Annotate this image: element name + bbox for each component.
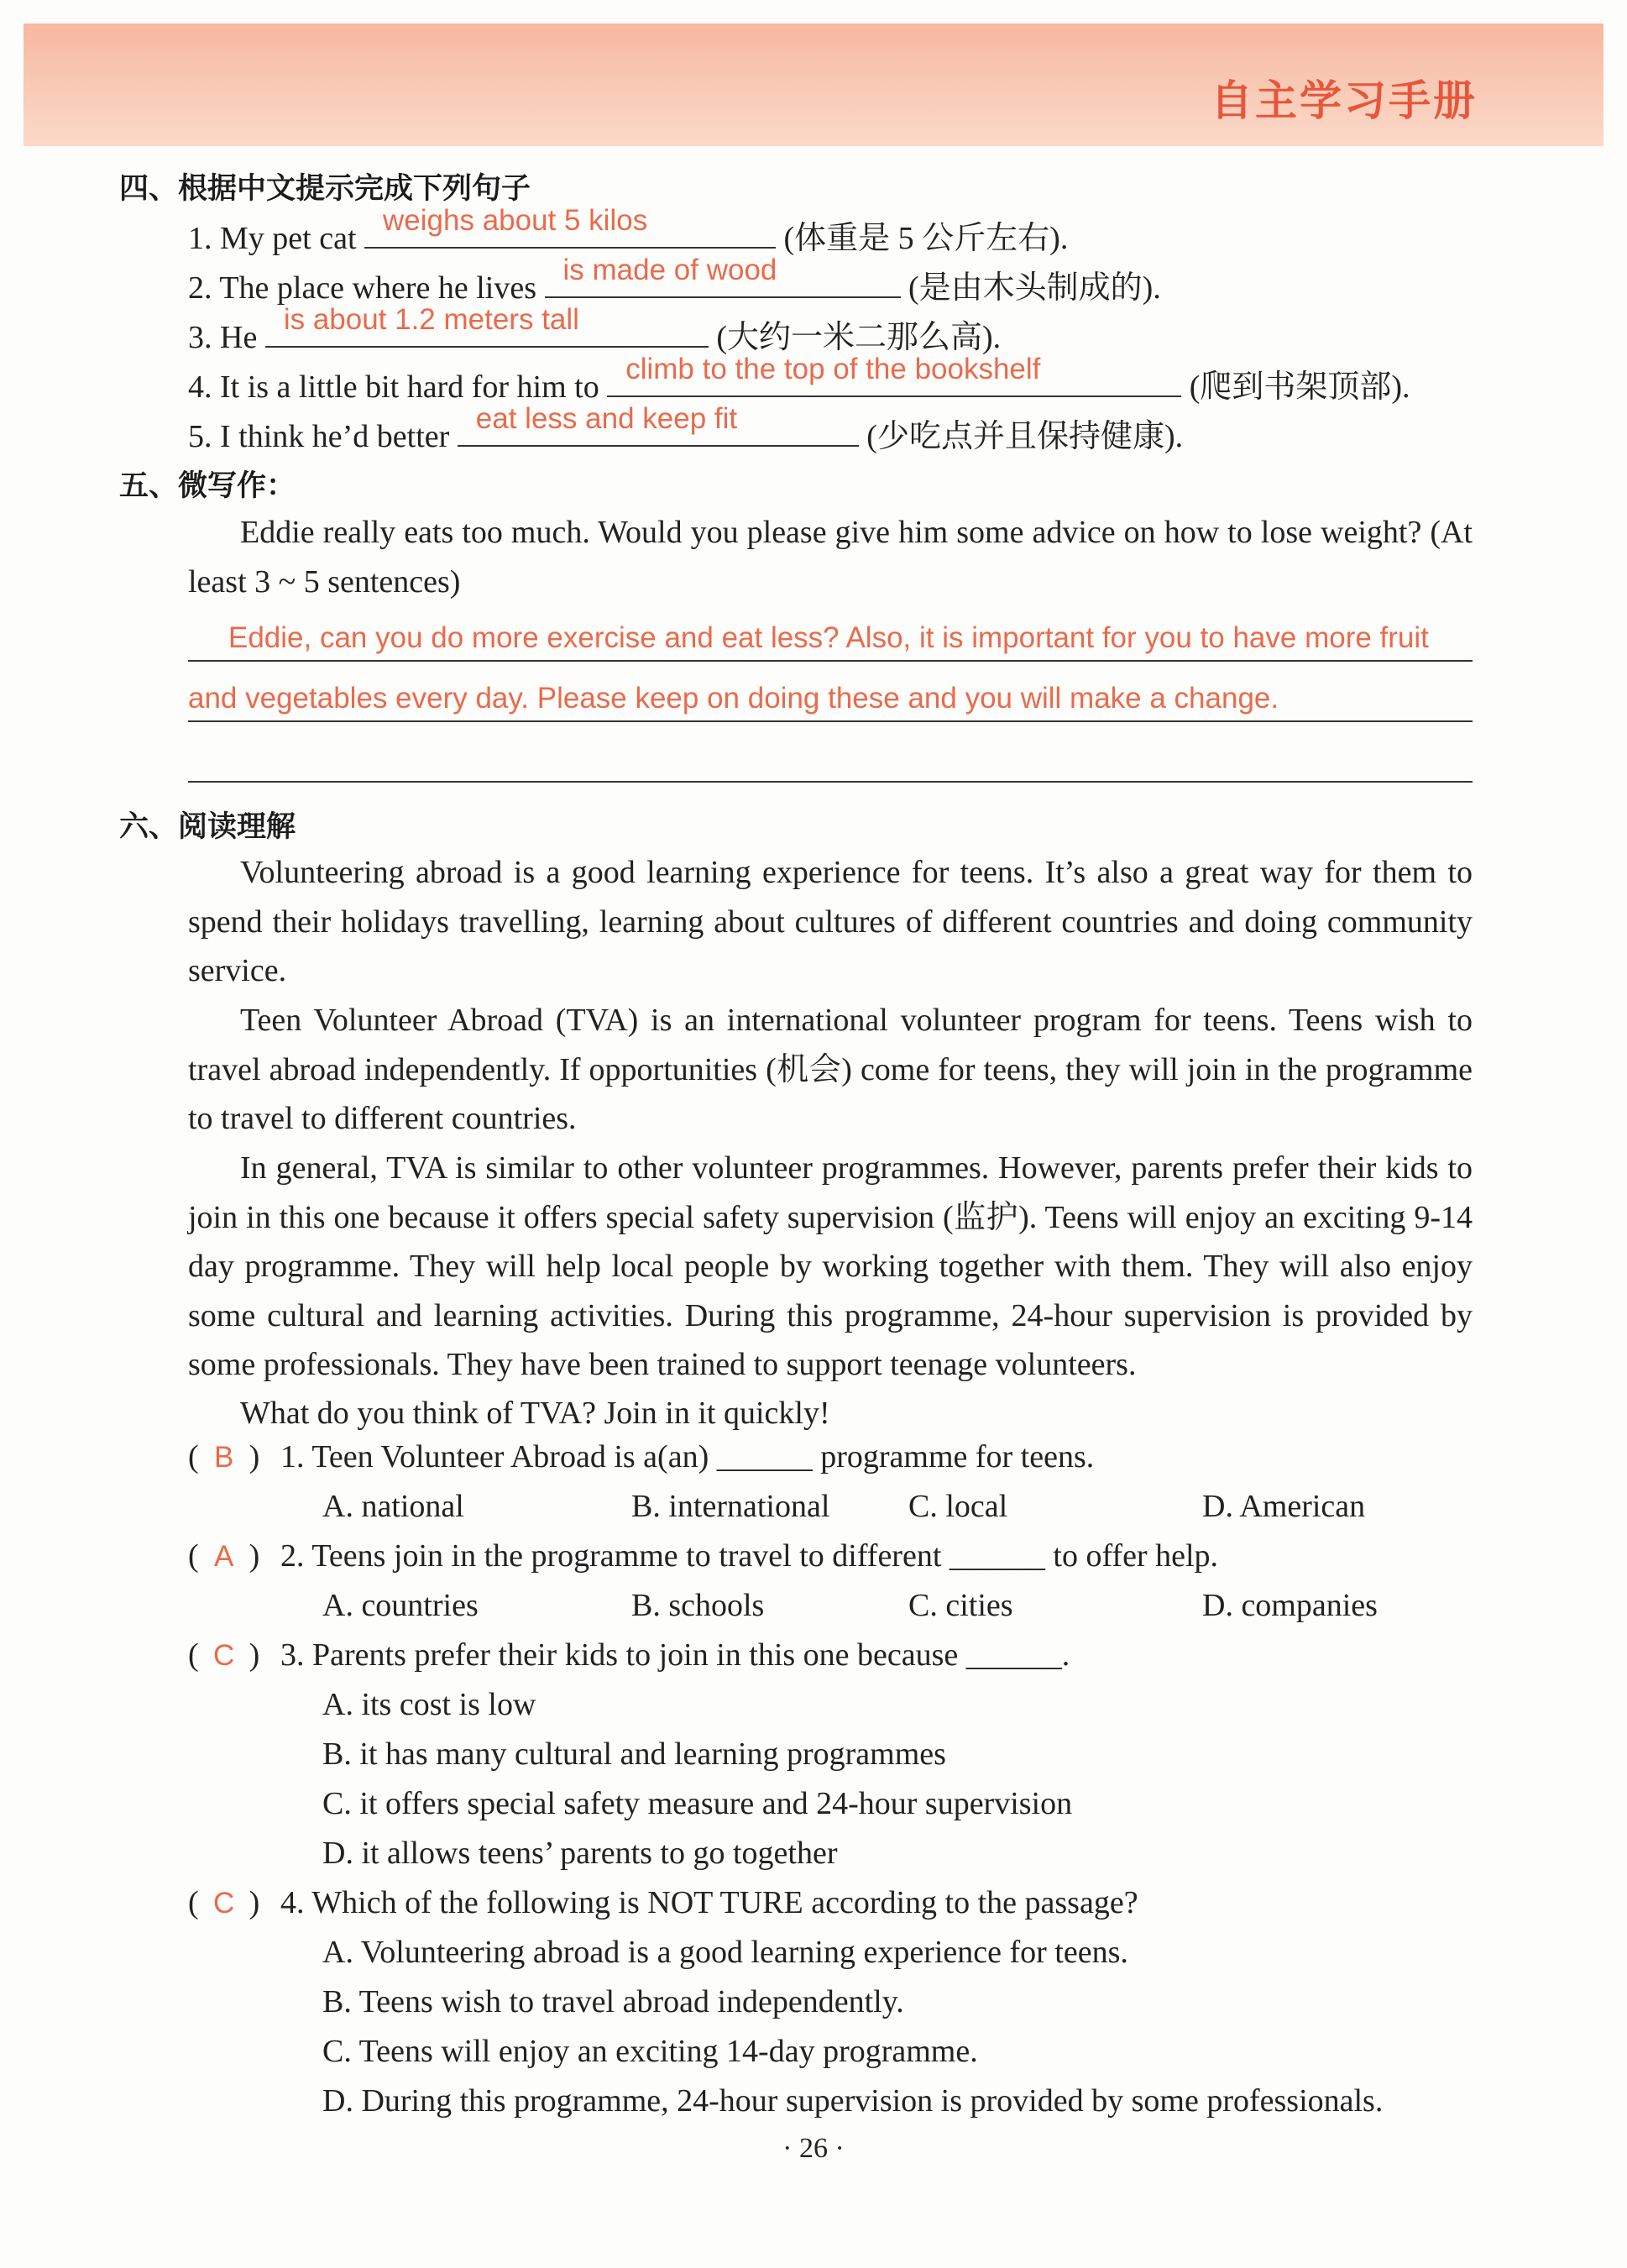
section6-title: 六、阅读理解 <box>119 810 296 844</box>
s6-paragraph-2-text: Teen Volunteer Abroad (TVA) is an international volunteer program for teens. Teens wish to travel abroad independently. If opportunities (机会) come for teens, they will join in the programme to travel to different countries. <box>188 1003 1473 1136</box>
q3-option-a: A. its cost is low <box>322 1687 536 1722</box>
question-4 <box>188 1884 1138 1921</box>
s6-paragraph-3 <box>188 1144 1473 1390</box>
s4-item-5 <box>188 402 1184 461</box>
s6-paragraph-4-text: What do you think of TVA? Join in it quickly! <box>240 1396 830 1431</box>
s4-item-4-post: (爬到书架顶部). <box>1181 369 1410 405</box>
header-banner <box>24 24 1603 146</box>
s4-item-3-blank <box>265 303 709 348</box>
question-4-answer: C <box>213 1887 235 1920</box>
s4-item-2-pre: 2. The place where he lives <box>188 270 545 306</box>
s4-item-3-post: (大约一米二那么高). <box>708 320 1002 355</box>
s5-rule-1 <box>188 660 1473 662</box>
q3-option-c: C. it offers special safety measure and 24-hour supervision <box>322 1786 1073 1821</box>
question-2-bracket: ( A ) <box>188 1538 260 1574</box>
q2-option-c: C. cities <box>908 1588 1013 1623</box>
s4-item-5-blank <box>458 402 859 447</box>
page-number: · 26 · <box>782 2133 845 2164</box>
q3-option-b: B. it has many cultural and learning programmes <box>322 1736 946 1772</box>
q1-option-b: B. international <box>631 1489 830 1524</box>
s4-item-2-blank <box>545 254 901 298</box>
section4-title: 四、根据中文提示完成下列句子 <box>119 172 531 206</box>
q3-option-d: D. it allows teens’ parents to go together <box>322 1836 838 1871</box>
question-2-stem: 2. Teens join in the programme to travel to different ______ to offer help. <box>280 1538 1219 1574</box>
q4-option-d: D. During this programme, 24-hour supervision is provided by some professionals. <box>322 2083 1384 2119</box>
q4-option-a: A. Volunteering abroad is a good learning experience for teens. <box>322 1935 1128 1970</box>
header-title: 自主学习手册 <box>1211 76 1478 125</box>
question-3-stem: 3. Parents prefer their kids to join in this one because ______. <box>280 1637 1070 1673</box>
question-1 <box>188 1438 1094 1475</box>
s4-item-1-answer: weighs about 5 kilos <box>383 204 648 237</box>
s4-item-2-post: (是由木头制成的). <box>900 270 1161 306</box>
q4-option-b: B. Teens wish to travel abroad independently. <box>322 1984 904 2019</box>
question-3-bracket: ( C ) <box>188 1637 260 1673</box>
q2-option-a: A. countries <box>322 1588 479 1623</box>
s4-item-5-post: (少吃点并且保持健康). <box>858 419 1184 454</box>
s4-item-4 <box>188 353 1410 411</box>
s4-item-3-answer: is about 1.2 meters tall <box>283 303 579 336</box>
s5-rule-2 <box>188 720 1473 722</box>
s5-answer-line-1: Eddie, can you do more exercise and eat less? Also, it is important for you to have more fruit <box>228 621 1429 654</box>
s4-item-3-pre: 3. He <box>188 320 265 355</box>
q1-option-d: D. American <box>1202 1489 1366 1524</box>
s4-item-4-pre: 4. It is a little bit hard for him to <box>188 369 608 405</box>
s5-prompt <box>188 508 1473 606</box>
q2-option-d: D. companies <box>1202 1588 1378 1623</box>
s5-prompt-text: Eddie really eats too much. Would you please give him some advice on how to lose weight? (At least 3 ~ 5 sentences) <box>188 515 1473 600</box>
q1-option-c: C. local <box>908 1489 1008 1524</box>
question-4-bracket: ( C ) <box>188 1885 260 1920</box>
s4-item-4-answer: climb to the top of the bookshelf <box>625 353 1041 385</box>
s5-answer-line-2: and vegetables every day. Please keep on doing these and you will make a change. <box>188 682 1279 715</box>
question-4-stem: 4. Which of the following is NOT TURE according to the passage? <box>280 1885 1138 1920</box>
s6-paragraph-2 <box>188 996 1473 1144</box>
question-2-answer: A <box>213 1540 234 1573</box>
q4-option-c: C. Teens will enjoy an exciting 14-day programme. <box>322 2034 978 2069</box>
s4-item-4-blank <box>607 353 1181 397</box>
question-1-stem: 1. Teen Volunteer Abroad is a(an) ______ programme for teens. <box>280 1439 1095 1474</box>
s4-item-5-pre: 5. I think he’d better <box>188 419 458 454</box>
question-3-answer: C <box>213 1639 235 1672</box>
q2-option-b: B. schools <box>631 1588 765 1623</box>
question-2 <box>188 1537 1218 1574</box>
s4-item-1-blank <box>364 204 776 249</box>
s6-paragraph-1 <box>188 848 1473 996</box>
s6-paragraph-3-text: In general, TVA is similar to other volunteer programmes. However, parents prefer their kids to join in this one because it offers special safety supervision (监护). Teens will enjoy an exciting 9-14 day programme. They will help local people by working together with them. They will also enjoy some cultural and learning activities. During this programme, 24-hour supervision is provided by some professionals. They have been trained to support teenage volunteers. <box>188 1150 1473 1382</box>
question-1-bracket: ( B ) <box>188 1439 260 1474</box>
s4-item-1-post: (体重是 5 公斤左右). <box>776 221 1069 256</box>
s6-paragraph-1-text: Volunteering abroad is a good learning experience for teens. It’s also a great way for them to spend their holidays travelling, learning about cultures of different countries and doing community service. <box>188 855 1473 988</box>
s4-item-1-pre: 1. My pet cat <box>188 221 365 256</box>
question-3 <box>188 1637 1070 1674</box>
s4-item-2-answer: is made of wood <box>562 254 777 286</box>
question-1-answer: B <box>213 1441 234 1474</box>
q1-option-a: A. national <box>322 1489 464 1524</box>
s4-item-5-answer: eat less and keep fit <box>475 402 738 435</box>
section5-title: 五、微写作： <box>119 469 296 503</box>
s6-paragraph-4 <box>188 1389 1473 1438</box>
s5-rule-3 <box>188 781 1473 783</box>
